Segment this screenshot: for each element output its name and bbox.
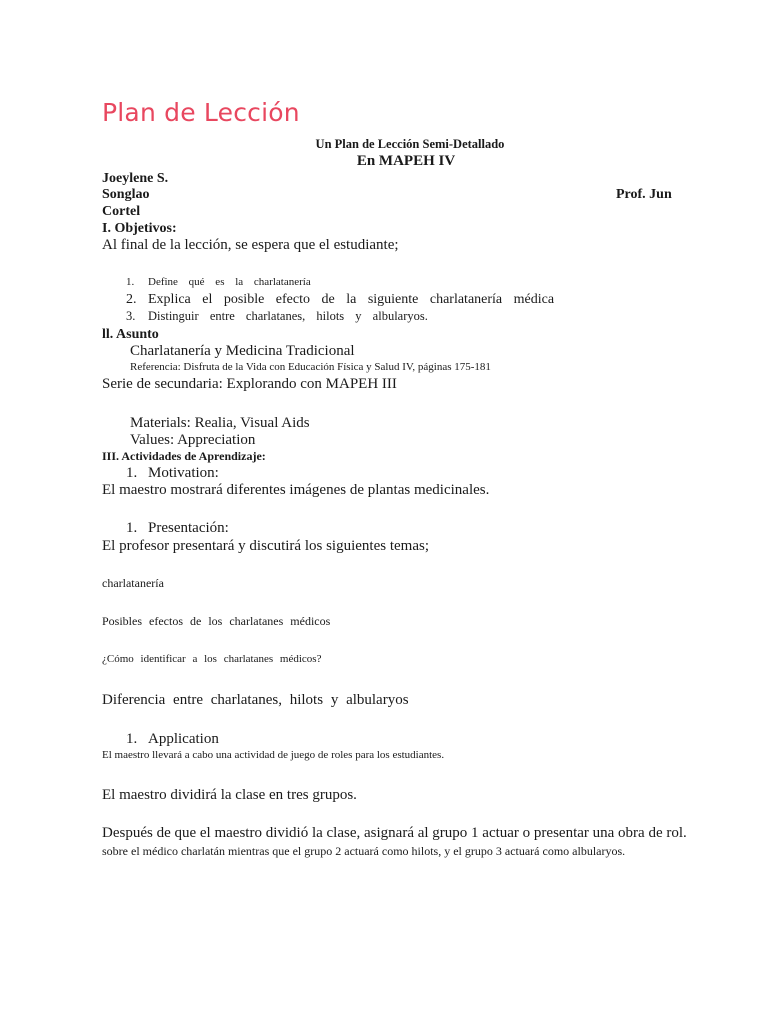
activities-heading: III. Actividades de Aprendizaje: (102, 449, 266, 463)
topic-1: charlatanería (102, 576, 164, 590)
page-title: Plan de Lección (102, 98, 300, 127)
topic-3: ¿Cómo identificar a los charlatanes médicos? (102, 653, 322, 665)
objective-text: Explica el posible efecto de la siguiente charlatanería médica (148, 292, 555, 307)
objectives-intro: Al final de la lección, se espera que el estudiante; (102, 237, 399, 253)
author-line-2: Songlao (102, 187, 150, 202)
list-number: 1. (126, 731, 138, 747)
subtitle: Un Plan de Lección Semi-Detallado (315, 137, 505, 151)
professor-name: Prof. Jun (616, 187, 672, 202)
application-text: El maestro llevará a cabo una actividad de juego de roles para los estudiantes. (102, 749, 445, 761)
values-text: Values: Appreciation (130, 432, 256, 448)
objective-number: 1. (126, 276, 135, 288)
author-line-3: Cortel (102, 204, 141, 219)
divide-text: El maestro dividirá la clase en tres grupos. (102, 787, 357, 803)
presentation-label: Presentación: (148, 520, 229, 536)
application-item (126, 731, 219, 748)
final-paragraph-line-2: sobre el médico charlatán mientras que el grupo 2 actuará como hilots, y el grupo 3 actuará como albularyos. (102, 844, 626, 858)
values-item (126, 432, 255, 449)
reference-text: Referencia: Disfruta de la Vida con Educación Física y Salud IV, páginas 175-181 (130, 361, 491, 373)
asunto-item (126, 343, 355, 360)
motivation-item (126, 465, 219, 482)
objective-number: 3. (126, 309, 136, 323)
topic-4: Diferencia entre charlatanes, hilots y albularyos (102, 692, 409, 708)
asunto-reference (126, 361, 491, 373)
final-paragraph-line-1: Después de que el maestro dividió la clase, asignará al grupo 1 actuar o presentar una obra de rol. (102, 825, 687, 841)
serie-text: Serie de secundaria: Explorando con MAPEH III (102, 376, 397, 392)
subtitle-subject: En MAPEH IV (356, 153, 456, 169)
asunto-heading: ll. Asunto (102, 327, 159, 342)
objective-text: Define qué es la charlatanería (148, 276, 311, 288)
objective-number: 2. (126, 292, 137, 307)
presentation-text: El profesor presentará y discutirá los siguientes temas; (102, 538, 429, 554)
topic-2: Posibles efectos de los charlatanes médicos (102, 614, 331, 628)
materials-item (126, 415, 310, 432)
motivation-label: Motivation: (148, 465, 219, 481)
list-number: 1. (126, 465, 138, 481)
motivation-text: El maestro mostrará diferentes imágenes de plantas medicinales. (102, 482, 490, 498)
objective-item-2 (126, 292, 554, 308)
author-line-1: Joeylene S. (102, 171, 169, 186)
presentation-item (126, 520, 229, 537)
application-label: Application (148, 731, 219, 747)
objectives-heading: I. Objetivos: (102, 221, 177, 236)
objective-item-3 (126, 309, 428, 324)
objective-text: Distinguir entre charlatanes, hilots y albularyos. (148, 309, 428, 323)
asunto-item-text: Charlatanería y Medicina Tradicional (130, 343, 355, 359)
list-number: 1. (126, 520, 138, 536)
materials-text: Materials: Realia, Visual Aids (130, 415, 310, 431)
objective-item-1 (126, 276, 311, 288)
